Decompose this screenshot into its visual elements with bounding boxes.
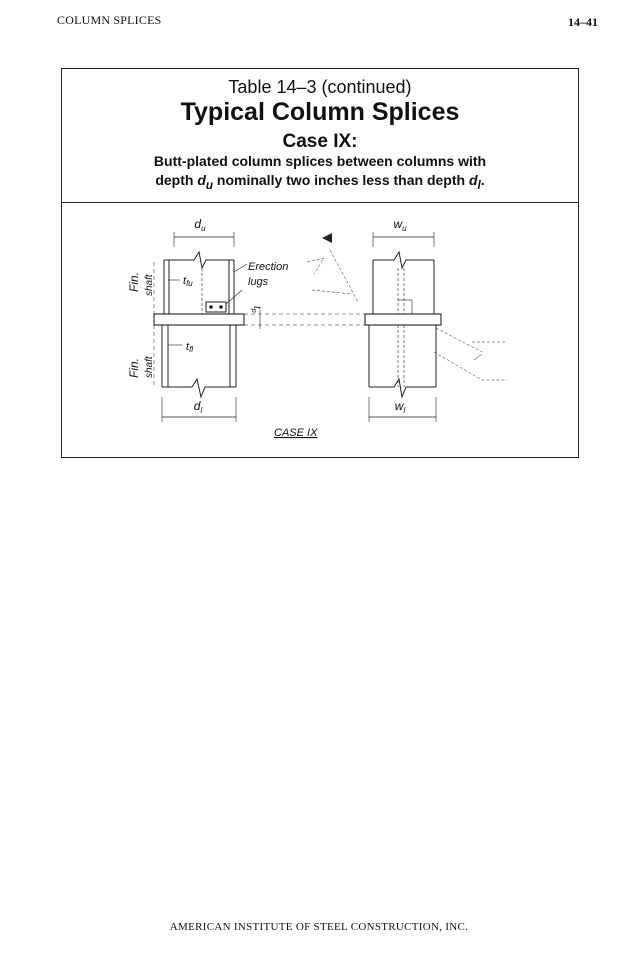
dim-du-label: $d_u$ — [194, 217, 206, 233]
label-shaft-lower: shaft — [144, 356, 155, 378]
table-frame — [61, 68, 579, 458]
label-tfl: tfl — [186, 341, 194, 354]
page-number: 14–41 — [568, 15, 598, 29]
label-shaft-upper: shaft — [144, 274, 155, 296]
label-tp: $t_p$ — [250, 306, 262, 313]
case-label: CASE IX — [274, 427, 318, 439]
running-header-section: COLUMN SPLICES — [57, 13, 162, 27]
label-fin-upper: Fin. — [127, 271, 141, 292]
table-caption — [62, 69, 578, 203]
label-fin-lower: Fin. — [127, 357, 141, 378]
splice-drawing — [62, 202, 578, 457]
desc-dl: d — [468, 172, 478, 188]
dim-dl-label: $d_l$ — [193, 399, 203, 415]
table-title-continued: Table 14–3 (continued) — [228, 77, 412, 97]
footer-publisher: AMERICAN INSTITUTE OF STEEL CONSTRUCTION, INC. — [169, 921, 469, 933]
desc-du: d — [197, 172, 206, 188]
desc-dl-sub: l — [477, 178, 481, 192]
label-erection: Erection — [248, 261, 289, 273]
dim-wu-label: $w_u$ — [393, 217, 407, 233]
table-title: Typical Column Splices — [180, 98, 460, 126]
label-tfu: tfu — [183, 275, 193, 288]
desc-middle: nominally two inches less than depth — [213, 172, 469, 188]
case-description-line1: Butt-plated column splices between columns with — [153, 153, 487, 169]
case-heading: Case IX: — [282, 131, 358, 152]
dim-wl-label: $w_l$ — [394, 399, 406, 415]
case-description-line2 — [62, 172, 578, 192]
label-lugs: lugs — [248, 276, 269, 288]
desc-suffix: . — [480, 172, 485, 188]
desc-prefix: depth — [155, 172, 198, 188]
flag-marker — [322, 233, 332, 243]
desc-du-sub: u — [205, 178, 214, 192]
